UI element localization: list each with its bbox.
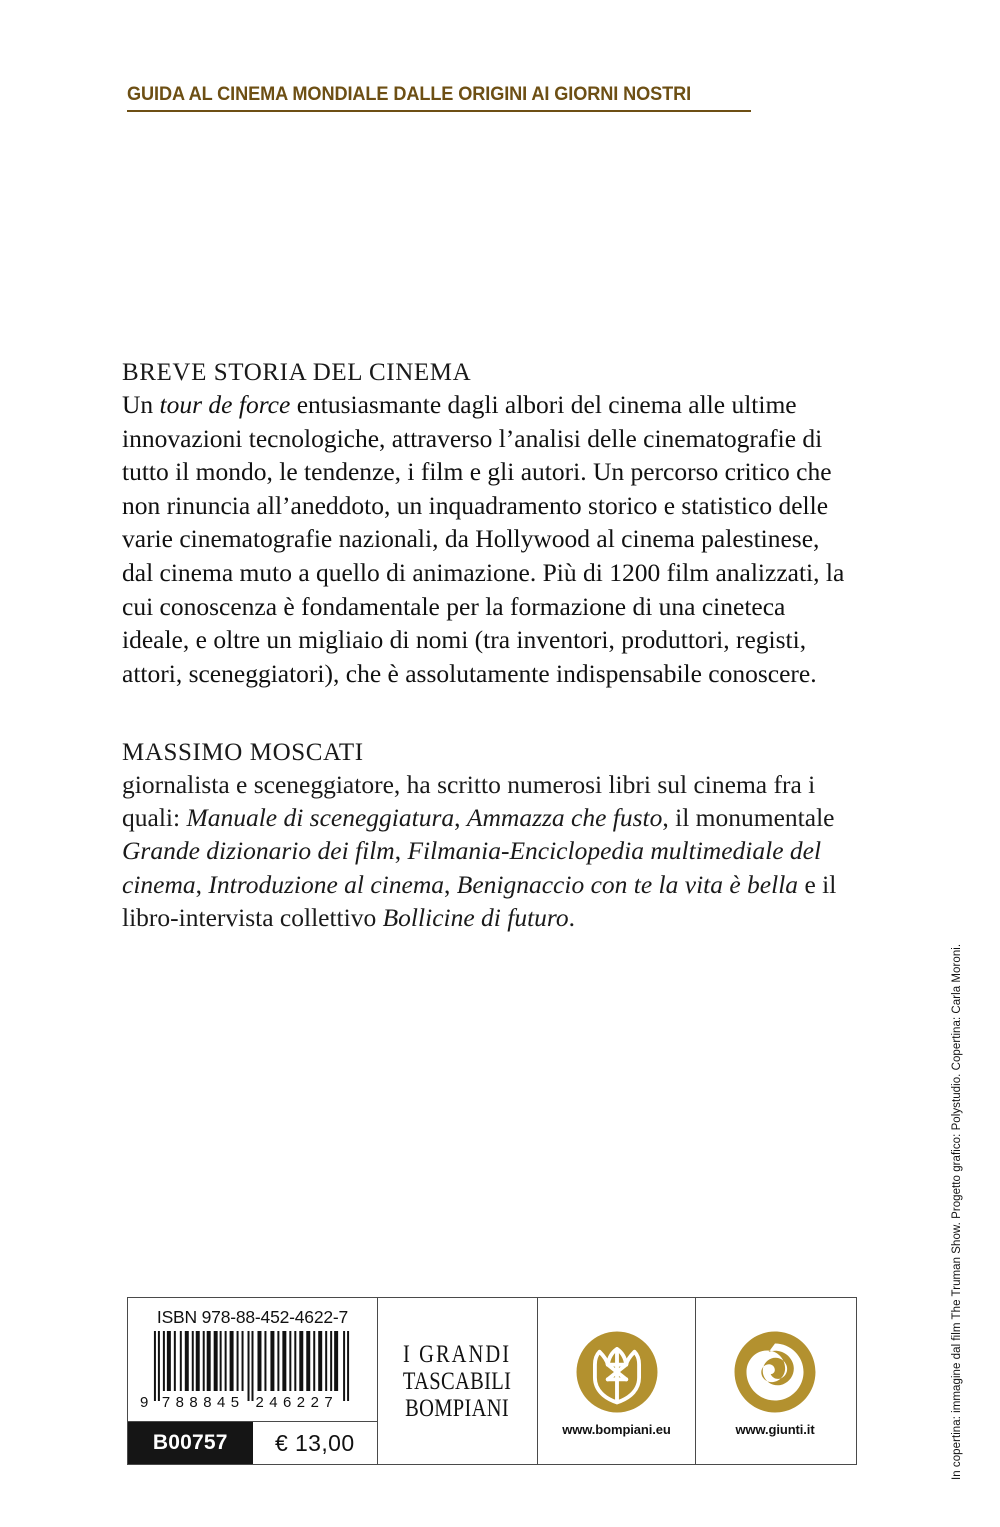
imprint-cell: [378, 1298, 538, 1464]
side-credits-text: In copertina: immagine dal film The Truman Show. Progetto grafico: Polystudio. Copertina: Carla Moroni.: [951, 943, 963, 1480]
bio-seg-5: ,: [195, 869, 209, 899]
barcode-graphic: [128, 1328, 377, 1421]
bio-work-title-2: Ammazza che fusto: [466, 803, 663, 833]
bio-seg-6: ,: [444, 869, 457, 899]
series-header: GUIDA AL CINEMA MONDIALE DALLE ORIGINI AI GIORNI NOSTRI: [127, 83, 692, 105]
imprint-line-1: I GRANDI: [403, 1340, 512, 1368]
bompiani-logo-cell[interactable]: [538, 1298, 696, 1464]
bio-work-title-7: Bollicine di futuro: [382, 902, 569, 932]
blurb-text-b: entusiasmante dagli albori del cinema alle ultime innovazioni tecnologiche, attraverso l’analisi delle cinematografie di tutto il mondo, le tendenze, i film e gli autori. Un percorso critico che non rinuncia all’aneddoto, un inquadramento storico e statistico delle varie cinematografie nazionali, da Hollywood al cinema palestinese, dal cinema muto a quello di animazione. Più di 1200 film analizzati, la cui conoscenza è fondamentale per la formazione di una cineteca ideale, e oltre un migliaio di nomi (tra inventori, produttori, registi, attori, sceneggiatori), che è assolutamente indispensabile conoscere.: [122, 390, 845, 688]
author-name: MASSIMO MOSCATI: [122, 739, 364, 766]
bio-seg-1: giornalista e sceneggiatore, ha scritto numerosi libri sul cinema fra i quali:: [122, 770, 816, 833]
barcode-digits-mid: 788845: [161, 1393, 245, 1409]
series-header-underline: [127, 110, 751, 112]
barcode-digit-left: 9: [139, 1393, 149, 1409]
author-bio-block: [122, 737, 852, 934]
price-value: € 13,00: [253, 1422, 378, 1464]
bio-work-title-6: Benignaccio con te la vita è bella: [456, 869, 799, 899]
bio-seg-8: .: [568, 902, 576, 932]
isbn-label: ISBN 978-88-452-4622-7: [156, 1307, 349, 1327]
product-code: B00757: [128, 1422, 253, 1464]
bompiani-logo-icon: [571, 1326, 663, 1418]
imprint-line-2: TASCABILI: [403, 1367, 512, 1395]
ean13-barcode-icon: [138, 1331, 367, 1409]
author-bio-text: [122, 768, 852, 934]
blurb-block: [122, 358, 852, 690]
giunti-logo-icon: [729, 1326, 821, 1418]
bottom-info-panel: [127, 1297, 857, 1465]
bio-work-title-4: Filmania-Enciclopedia multimediale del cinema: [122, 836, 822, 899]
bio-work-title-1: Manuale di sceneggiatura: [186, 803, 455, 833]
bio-seg-7: e il libro-intervista collettivo: [122, 869, 837, 932]
imprint-name: [403, 1341, 511, 1422]
barcode-digits-right: 246227: [255, 1393, 339, 1409]
blurb-text-italic: tour de force: [159, 390, 291, 419]
bio-seg-2: ,: [454, 803, 467, 833]
bio-seg-4: ,: [394, 836, 408, 866]
giunti-url[interactable]: www.giunti.it: [735, 1421, 815, 1437]
barcode-cell: [128, 1298, 378, 1464]
giunti-logo-cell[interactable]: [696, 1298, 854, 1464]
bompiani-url[interactable]: www.bompiani.eu: [562, 1421, 671, 1437]
blurb-body: [122, 388, 852, 690]
blurb-text-a: Un: [122, 390, 160, 419]
bio-work-title-5: Introduzione al cinema: [208, 869, 444, 899]
imprint-line-3: BOMPIANI: [405, 1394, 510, 1422]
bio-seg-3: , il monumentale: [662, 803, 835, 833]
blurb-title: BREVE STORIA DEL CINEMA: [122, 359, 472, 386]
bio-work-title-3: Grande dizionario dei film: [122, 836, 395, 866]
price-row: [128, 1421, 377, 1464]
